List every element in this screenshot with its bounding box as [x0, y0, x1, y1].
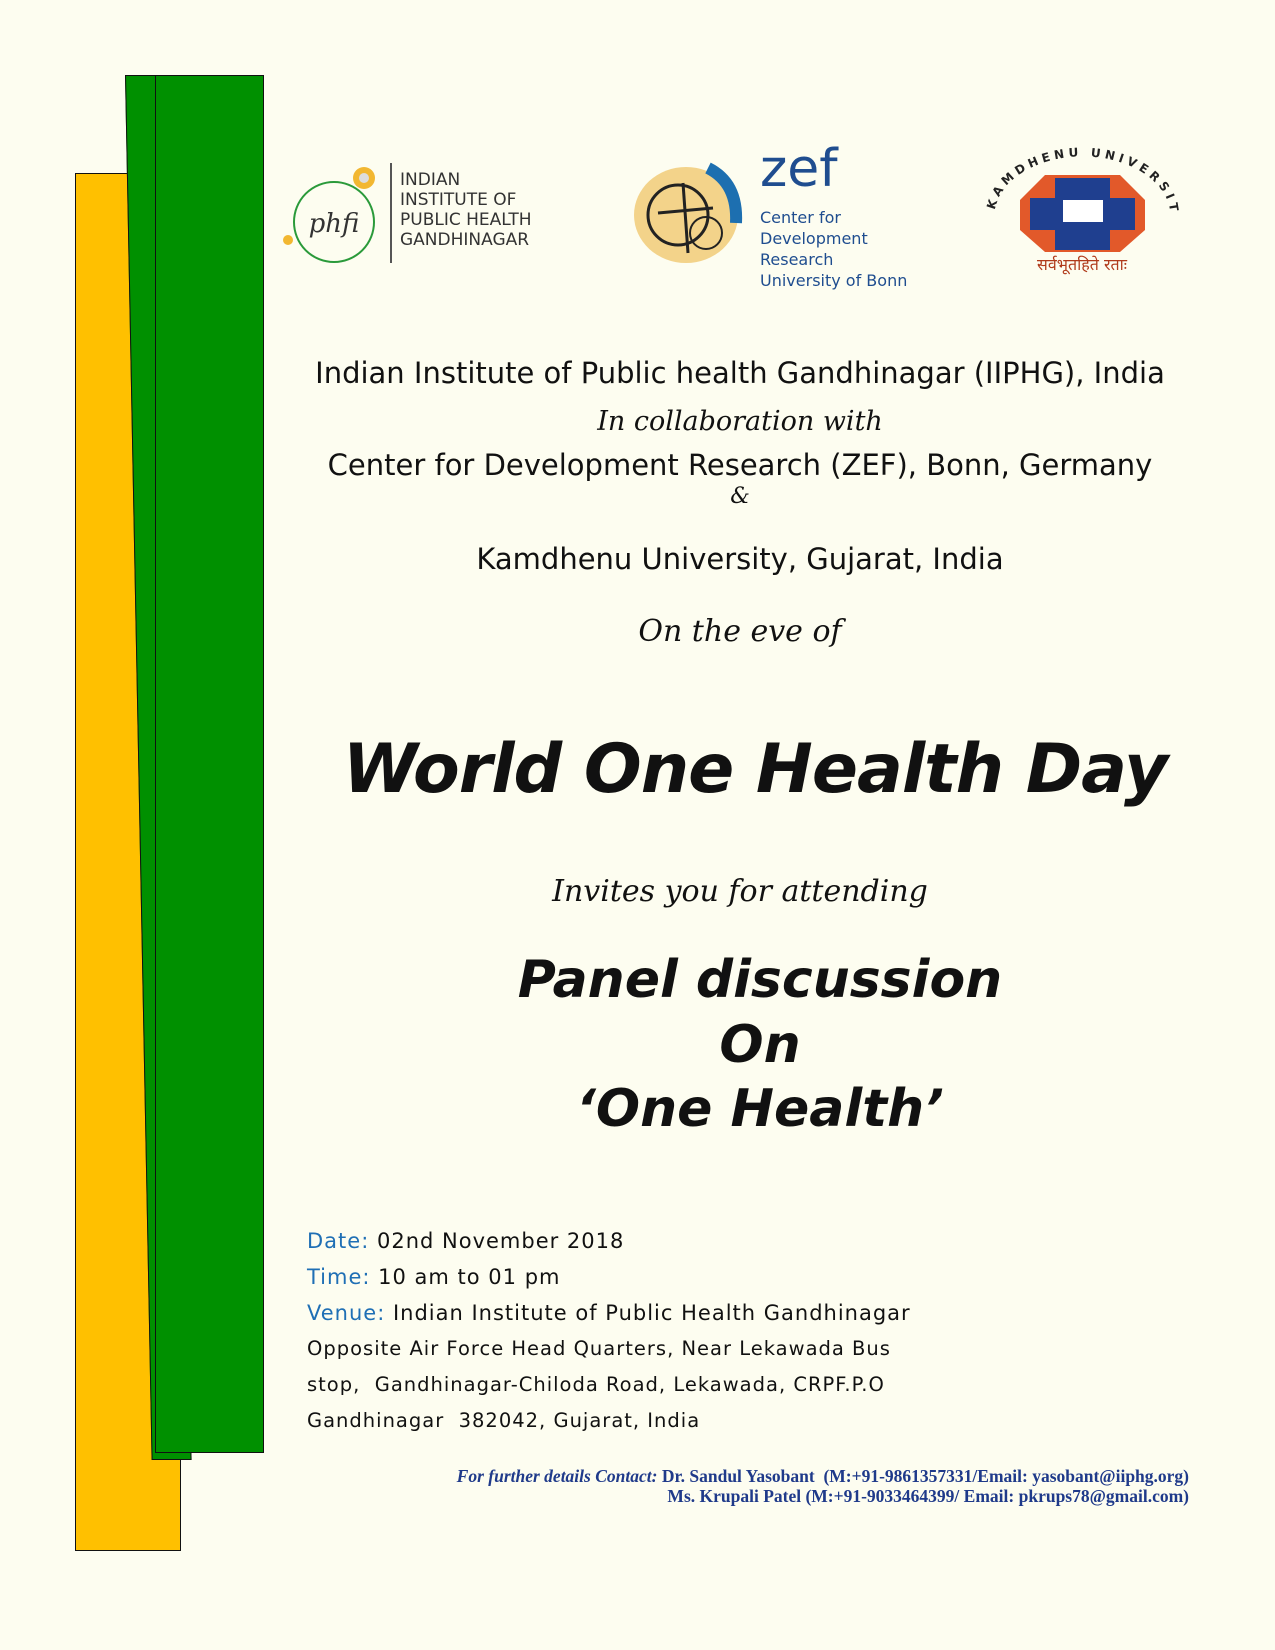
contact-person-1: Dr. Sandul Yasobant (M:+91-9861357331/Email: yasobant@iiphg.org): [661, 1466, 1189, 1486]
contact-person-2: Ms. Krupali Patel (M:+91-9033464399/ Email: pkrups78@gmail.com): [667, 1486, 1189, 1506]
decorative-green-bar: [155, 75, 264, 1453]
kamdhenu-logo: [975, 140, 1190, 275]
ampersand: &: [730, 484, 750, 509]
logo-text-line: INDIAN: [400, 170, 461, 190]
contact-block: [457, 1466, 1189, 1506]
venue-label: Venue:: [307, 1301, 386, 1325]
date-value: 02nd November 2018: [376, 1229, 625, 1253]
iiphg-logo: [278, 160, 578, 270]
logo-divider: [390, 163, 392, 263]
event-title: World One Health Day: [342, 730, 1168, 809]
date-row: [307, 1223, 911, 1259]
venue-value: Indian Institute of Public Health Gandhinagar: [392, 1301, 911, 1325]
collaboration-line: In collaboration with: [597, 406, 883, 437]
time-row: [307, 1259, 911, 1295]
logo-text-line: Center for: [760, 208, 841, 227]
invite-line: Invites you for attending: [552, 874, 928, 909]
time-value: 10 am to 01 pm: [378, 1265, 561, 1289]
logo-text-line: INSTITUTE OF: [400, 190, 517, 210]
partner-kamdhenu-line: Kamdhenu University, Gujarat, India: [476, 542, 1004, 576]
venue-row: [307, 1295, 911, 1331]
logo-text-line: Development Research: [760, 229, 868, 269]
svg-text:KAMDHENU UNIVERSITY: KAMDHENU UNIVERSIT: [984, 145, 1182, 217]
event-details: [307, 1223, 911, 1439]
partner-zef-line: Center for Development Research (ZEF), Bonn, Germany: [327, 448, 1153, 482]
phfi-emblem-icon: [278, 160, 390, 270]
topic-line-3: ‘One Health’: [576, 1079, 944, 1139]
logo-text-line: GANDHINAGAR: [400, 230, 530, 250]
eve-of-line: On the eve of: [638, 614, 842, 649]
svg-text:phfi: phfi: [308, 209, 360, 239]
topic-line-1: Panel discussion: [517, 950, 1003, 1010]
organizer-line: Indian Institute of Public health Gandhinagar (IIPHG), India: [315, 356, 1165, 390]
kamdhenu-emblem-icon: [975, 140, 1190, 275]
kamdhenu-motto: सर्वभूतहिते रताः: [1037, 255, 1127, 274]
address-line: stop, Gandhinagar-Chiloda Road, Lekawada, CRPF.P.O: [307, 1373, 885, 1396]
zef-wordmark: zef: [760, 139, 838, 199]
address-line: Opposite Air Force Head Quarters, Near Lekawada Bus: [307, 1337, 891, 1360]
topic-line-2: On: [719, 1015, 801, 1075]
address-line: Gandhinagar 382042, Gujarat, India: [307, 1409, 701, 1432]
zef-emblem-icon: [628, 153, 748, 273]
date-label: Date:: [307, 1229, 370, 1253]
zef-logo: [628, 139, 928, 290]
contact-label: For further details Contact:: [456, 1466, 658, 1486]
time-label: Time:: [307, 1265, 371, 1289]
logo-text-line: PUBLIC HEALTH: [400, 210, 532, 230]
logo-text-line: University of Bonn: [760, 271, 908, 290]
